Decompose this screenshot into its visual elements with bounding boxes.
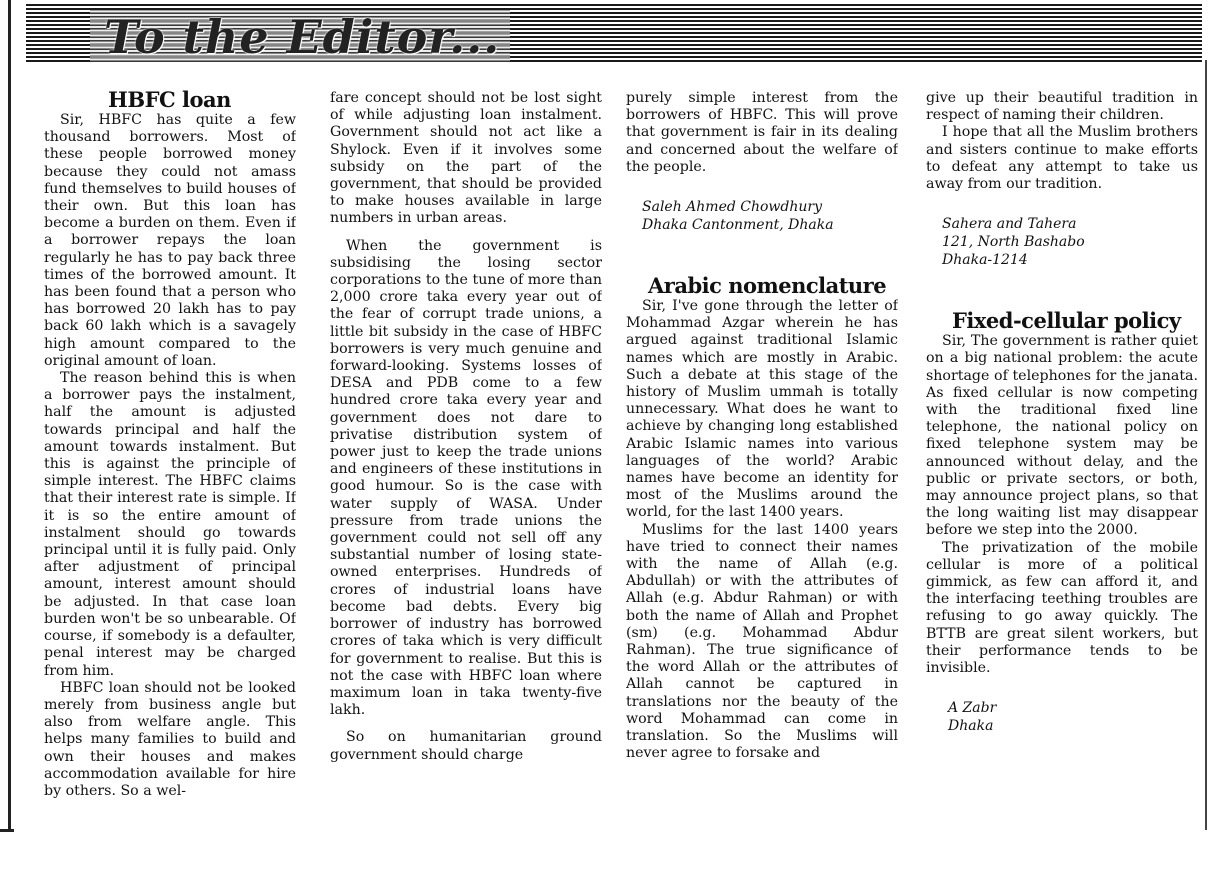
paragraph: Sir, I've gone through the letter of Mohammad Azgar wherein he has argued against traditional Islamic names which are mostly in Arabic. Such a debate at this stage of the history of Muslim ummah is totally unnecessary. What does he want to achieve by changing long established Arabic Islamic names into various languages of the world? Arabic names have become an identity for most of the Muslims around the world, for the last 1400 years.	[626, 298, 898, 521]
column-3	[626, 90, 898, 835]
paragraph: Muslims for the last 1400 years have tried to connect their names with the name of Allah (e.g. Abdullah) or with the attributes of Allah (e.g. Abdur Rahman) or with both the name of Allah and Prophet (sm) (e.g. Mohammad Abdur Rahman). The true significance of the word Allah or the attributes of Allah cannot be captured in translations nor the beauty of the word Mohammad can come in translation. So the Muslims will never agree to forsake and	[626, 521, 898, 762]
paragraph: The privatization of the mobile cellular is more of a political gimmick, as few can afford it, and the interfacing teething troubles are refusing to go away quickly. The BTTB are great silent workers, but their performance tends to be invisible.	[926, 539, 1198, 677]
signature-name: Sahera and Tahera	[942, 216, 1077, 233]
signature-name: Saleh Ahmed Chowdhury	[642, 199, 823, 216]
signature-place: Dhaka	[948, 718, 994, 735]
paragraph: HBFC loan should not be looked merely from business angle but also from welfare angle. This helps many families to build and own their houses and makes accommodation available for hire by others. So a wel-	[44, 679, 296, 799]
column-4	[926, 90, 1198, 835]
right-column-rule	[1205, 60, 1207, 830]
section-masthead	[26, 4, 1202, 64]
column-2	[330, 90, 602, 835]
letter-heading-hbfc-loan: HBFC loan	[108, 88, 231, 112]
paragraph: So on humanitarian ground government should charge	[330, 729, 602, 763]
signature-city: Dhaka-1214	[942, 252, 1028, 269]
letter-heading-fixed-cellular-policy: Fixed-cellular policy	[952, 308, 1181, 334]
paragraph: fare concept should not be lost sight of while adjusting loan instalment. Government should not act like a Shylock. Even if it involves some subsidy on the part of the government, that should be provided to make houses available in large numbers in urban areas.	[330, 90, 602, 227]
paragraph: I hope that all the Muslim brothers and sisters continue to make efforts to defeat any attempt to take us away from our tradition.	[926, 124, 1198, 193]
letter-heading-arabic-nomenclature: Arabic nomenclature	[648, 273, 887, 299]
signature-name: A Zabr	[948, 700, 997, 717]
left-column-rule	[8, 0, 11, 830]
signature-address: 121, North Bashabo	[942, 234, 1085, 251]
paragraph: When the government is subsidising the losing sector corporations to the tune of more than 2,000 crore taka every year out of the fear of corrupt trade unions, a little bit subsidy in the case of HBFC borrowers is very much genuine and forward-looking. Systems losses of DESA and PDB come to a few hundred crore taka every year and government does not dare to privatise distribution system of power just to keep the trade unions and engineers of these institutions in good humour. So is the case with water supply of WASA. Under pressure from trade unions the government could not sell off any substantial number of losing state-owned enterprises. Hundreds of crores of industrial loans have become bad debts. Every big borrower of industry has borrowed crores of taka which is very difficult for government to realise. But this is not the case with HBFC loan where maximum loan in taka twenty-five lakh.	[330, 237, 602, 719]
paragraph: Sir, HBFC has quite a few thousand borrowers. Most of these people borrowed money because they could not amass fund themselves to build houses of their own. But this loan has become a burden on them. Even if a borrower repays the loan regularly he has to pay back three times of the borrowed amount. It has been found that a person who has borrowed 20 lakh has to pay back 60 lakh which is a savagely high amount compared to the original amount of loan.	[44, 112, 296, 369]
paragraph: Sir, The government is rather quiet on a big national problem: the acute shortage of telephones for the janata. As fixed cellular is now competing with the traditional fixed line telephone, the national policy on fixed telephone system may be announced without delay, and the public or private sectors, or both, may announce project plans, so that the long waiting list may disappear before we step into the 2000.	[926, 333, 1198, 539]
paragraph: The reason behind this is when a borrower pays the instalment, half the amount is adjusted towards principal and half the amount towards instalment. But this is against the principle of simple interest. The HBFC claims that their interest rate is simple. If it is so the entire amount of instalment should go towards principal until it is fully paid. Only after adjustment of principal amount, interest amount should be adjusted. In that case loan burden won't be so unbearable. Of course, if somebody is a defaulter, penal interest may be charged from him.	[44, 370, 296, 679]
masthead-title: To the Editor...	[104, 10, 501, 64]
paragraph: give up their beautiful tradition in respect of naming their children.	[926, 90, 1198, 124]
signature-place: Dhaka Cantonment, Dhaka	[642, 217, 834, 234]
paragraph: purely simple interest from the borrowers of HBFC. This will prove that government is fair in its dealing and concerned about the welfare of the people.	[626, 90, 898, 175]
bottom-corner-rule	[0, 829, 14, 832]
column-1	[44, 88, 296, 833]
